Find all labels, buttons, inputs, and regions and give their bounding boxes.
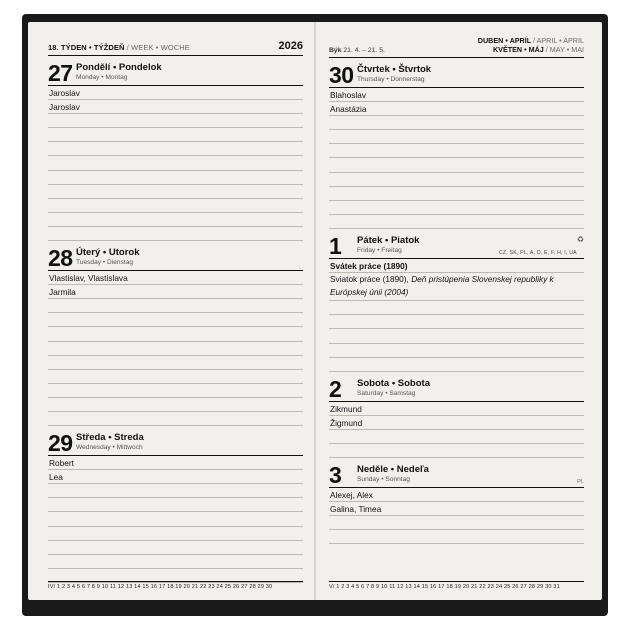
day-number: 1 [329, 232, 342, 259]
month-line2-light: / MAY • MAI [545, 45, 584, 54]
day-names [74, 62, 303, 82]
day-number: 28 [48, 245, 73, 272]
day-header [48, 247, 303, 271]
blank-line[interactable] [48, 370, 303, 384]
name-day-entry: Jaroslav [48, 86, 303, 100]
blank-line[interactable] [329, 430, 584, 444]
day-block-3 [329, 464, 584, 544]
day-name-main: Čtvrtek • Štvrtok [357, 64, 432, 75]
day-header [329, 232, 584, 259]
blank-line[interactable] [48, 185, 303, 199]
zodiac-dates: 21. 4. – 21. 5. [343, 47, 385, 54]
day-name-main: Sobota • Sobota [357, 377, 430, 389]
blank-line[interactable] [48, 498, 303, 512]
day-number: 27 [48, 60, 73, 86]
day-name-sub: Sunday • Sonntag [357, 476, 410, 484]
blank-line[interactable] [48, 484, 303, 498]
day-header [329, 375, 584, 402]
blank-line[interactable] [48, 512, 303, 526]
holiday-italic-part: Deň pristúpenia Slovenskej republiky k Európskej únii (2004) [330, 274, 554, 298]
right-page [315, 22, 602, 600]
name-day-entry: Vlastislav, Vlastislava [48, 271, 303, 285]
month-line1-light: / APRIL • APRIL [533, 36, 584, 45]
blank-line[interactable] [48, 114, 303, 128]
day-names [355, 464, 577, 484]
day-names [355, 64, 584, 84]
blank-line[interactable] [329, 144, 584, 158]
blank-line[interactable] [329, 530, 584, 544]
blank-line[interactable] [48, 199, 303, 213]
blank-line[interactable] [329, 173, 584, 187]
day-name-main: Středa • Streda [76, 432, 144, 444]
holiday-country-flag: PL [577, 479, 584, 486]
day-lines [48, 271, 303, 426]
day-number: 29 [48, 430, 73, 457]
blank-line[interactable] [329, 516, 584, 530]
blank-line[interactable] [48, 541, 303, 555]
blank-line[interactable] [329, 329, 584, 343]
day-number: 2 [329, 375, 342, 402]
blank-line[interactable] [329, 444, 584, 458]
name-day-entry: Žigmund [329, 416, 584, 430]
right-page-header [329, 36, 584, 58]
name-day-entry: Galina, Timea [329, 502, 584, 516]
blank-line[interactable] [329, 344, 584, 358]
week-label [48, 43, 190, 52]
recycle-icon: ♻ [576, 234, 584, 244]
day-names [74, 247, 303, 267]
day-name-sub: Saturday • Samstag [357, 389, 416, 397]
blank-line[interactable] [48, 327, 303, 341]
day-header [48, 62, 303, 86]
month-label-line1 [478, 36, 584, 45]
day-block-29 [48, 432, 303, 583]
holiday-entry-secondary [329, 273, 584, 301]
blank-line[interactable] [329, 187, 584, 201]
year-label: 2026 [278, 40, 303, 52]
blank-line[interactable] [48, 527, 303, 541]
zodiac-label [329, 47, 385, 54]
day-block-30 [329, 64, 584, 229]
day-header [329, 64, 584, 88]
week-label-light: / WEEK • WOCHE [126, 43, 190, 52]
day-lines [329, 488, 584, 544]
holiday-bold-part: Sviatok práce (1890), [330, 274, 409, 285]
left-page [28, 22, 315, 600]
day-names [74, 432, 303, 452]
blank-line[interactable] [329, 315, 584, 329]
day-number: 3 [329, 462, 342, 489]
day-lines [329, 402, 584, 458]
day-name-sub: Wednesday • Mittwoch [76, 444, 143, 452]
blank-line[interactable] [48, 313, 303, 327]
blank-line[interactable] [48, 227, 303, 241]
blank-line[interactable] [48, 398, 303, 412]
day-block-2 [329, 375, 584, 458]
name-day-entry: Zikmund [329, 402, 584, 416]
blank-line[interactable] [329, 301, 584, 315]
blank-line[interactable] [48, 142, 303, 156]
holiday-country-flags: CZ, SK, PL, A, D, E, F, H, I, UA [498, 249, 577, 256]
month-line1-bold: DUBEN • APRÍL [477, 36, 531, 45]
day-name-sub: Tuesday • Dienstag [76, 259, 134, 267]
blank-line[interactable] [48, 156, 303, 170]
day-names [355, 235, 499, 255]
right-footer-month-strip: V/ 1 2 3 4 5 6 7 8 9 10 11 12 13 14 15 16 17 18 19 20 21 22 23 24 25 26 27 28 29 30 31 [329, 581, 584, 590]
name-day-entry: Blahoslav [329, 88, 584, 102]
day-block-28 [48, 247, 303, 426]
left-page-header [48, 36, 303, 56]
left-footer-month-strip: IV/ 1 2 3 4 5 6 7 8 9 10 11 12 13 14 15 16 17 18 19 20 21 22 23 24 25 26 27 28 29 30 [48, 581, 303, 590]
blank-line[interactable] [329, 201, 584, 215]
day-name-sub: Monday • Montag [76, 74, 128, 81]
day-name-main: Neděle • Nedeľa [357, 464, 429, 476]
holiday-entry: Svátek práce (1890) [329, 259, 584, 273]
day-header [48, 432, 303, 456]
day-block-1 [329, 232, 584, 372]
blank-line[interactable] [48, 342, 303, 356]
month-label-line2 [478, 45, 584, 54]
blank-line[interactable] [48, 412, 303, 426]
blank-line[interactable] [48, 299, 303, 313]
planner-spread [28, 22, 602, 600]
blank-line[interactable] [48, 356, 303, 370]
blank-line[interactable] [48, 128, 303, 142]
week-label-bold: 18. TÝDEN • TÝŽDEŇ [48, 43, 125, 52]
planner-paper [28, 22, 602, 600]
day-name-main: Pondělí • Pondelok [76, 62, 162, 73]
day-number: 30 [329, 62, 354, 88]
name-day-entry: Jarmila [48, 285, 303, 299]
name-day-entry: Lea [48, 470, 303, 484]
name-day-entry: Robert [48, 456, 303, 470]
day-lines [48, 456, 303, 583]
blank-line[interactable] [48, 555, 303, 569]
month-label [478, 36, 584, 54]
name-day-entry: Alexej, Alex [329, 488, 584, 502]
day-names [355, 378, 584, 398]
blank-line[interactable] [329, 215, 584, 229]
blank-line[interactable] [48, 171, 303, 185]
day-name-sub: Thursday • Donnerstag [357, 76, 425, 83]
blank-line[interactable] [329, 158, 584, 172]
day-header [329, 464, 584, 488]
name-day-entry: Anastázia [329, 102, 584, 116]
blank-line[interactable] [329, 358, 584, 372]
month-line2-bold: KVĚTEN • MÁJ [492, 45, 544, 54]
blank-line[interactable] [48, 384, 303, 398]
name-day-entry: Jaroslav [48, 100, 303, 114]
day-name-main: Pátek • Piatok [357, 234, 420, 246]
day-name-main: Úterý • Utorok [76, 247, 140, 259]
blank-line[interactable] [329, 130, 584, 144]
day-lines [48, 86, 303, 241]
day-name-sub: Friday • Freitag [357, 246, 402, 254]
day-lines [329, 88, 584, 229]
day-block-27 [48, 62, 303, 241]
blank-line[interactable] [48, 213, 303, 227]
blank-line[interactable] [329, 116, 584, 130]
day-lines [329, 259, 584, 372]
zodiac-name: Býk [329, 47, 342, 54]
